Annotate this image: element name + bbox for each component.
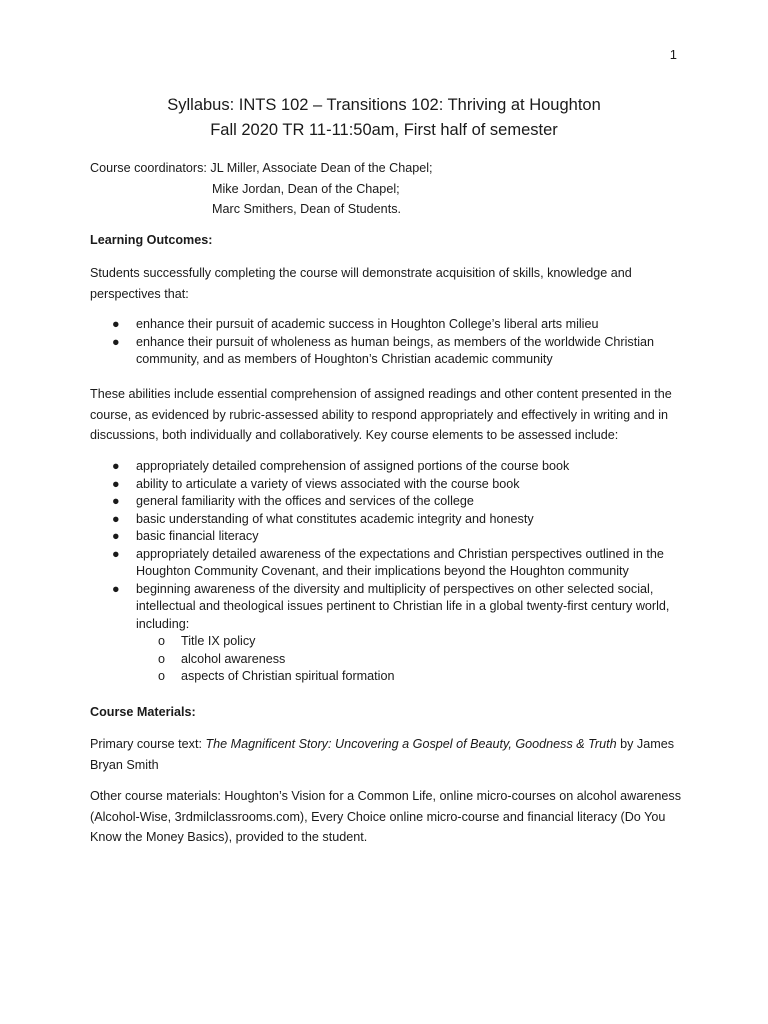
bullet-icon: ● [112,511,120,526]
primary-text-author: by James Bryan Smith [90,737,675,772]
list-item [90,528,690,546]
list-item [90,316,690,334]
abilities-paragraph: These abilities include essential comprehension of assigned readings and other content presented in the course, as evidenced by rubric-assessed ability to respond appropriately and effectively in writing and in discussions, both individually and collaboratively. Key course elements to be assessed include: [90,387,672,442]
outcomes-list [90,316,690,369]
primary-text-title: The Magnificent Story: Uncovering a Gospel of Beauty, Goodness & Truth [205,737,617,751]
list-item [90,511,690,529]
course-elements-list [90,458,690,686]
list-item [90,458,690,476]
sub-list [136,633,690,686]
circle-bullet-icon: o [158,634,166,648]
bullet-icon: ● [112,334,120,349]
list-item-text: enhance their pursuit of academic success in Houghton College’s liberal arts milieu [136,317,599,331]
coordinators-label: Course coordinators: [90,161,211,175]
sub-list-item [136,668,690,686]
learning-outcomes-heading: Learning Outcomes: [90,233,213,247]
coordinator-name: Mike Jordan, Dean of the Chapel; [212,181,400,196]
list-item [90,334,690,369]
primary-text-paragraph [90,734,690,775]
list-item [90,493,690,511]
list-item-text: appropriately detailed awareness of the expectations and Christian perspectives outlined in the Houghton Community Covenant, and their implications beyond the Houghton community [136,546,664,578]
page-number: 1 [669,47,677,62]
list-item [90,546,690,581]
circle-bullet-icon: o [158,669,166,683]
list-item-text: general familiarity with the offices and services of the college [136,494,474,508]
bullet-icon: ● [112,529,120,543]
list-item-text: basic understanding of what constitutes academic integrity and honesty [136,511,534,526]
course-coordinators [90,158,690,220]
sub-list-item [136,633,690,651]
coordinator-name: JL Miller, Associate Dean of the Chapel; [210,161,433,175]
list-item-text: basic financial literacy [136,529,259,543]
list-item [90,581,690,686]
list-item-text: ability to articulate a variety of views associated with the course book [136,476,520,491]
coordinator-name: Marc Smithers, Dean of Students. [212,202,401,216]
bullet-icon: ● [112,581,120,596]
list-item-text: beginning awareness of the diversity and multiplicity of perspectives on other selected social, intellectual and theological issues pertinent to Christian life in a global twenty-first century world, including: [136,581,670,631]
bullet-icon: ● [112,459,120,473]
course-materials-heading: Course Materials: [90,705,196,719]
other-materials-paragraph: Other course materials: Houghton’s Vision for a Common Life, online micro-courses on alcohol awareness (Alcohol-Wise, 3rdmilclassrooms.com), Every Choice online micro-course and financial literacy (Do You Know the Money Basics), provided to the student. [90,789,682,844]
primary-text-label: Primary course text: [90,737,206,751]
list-item-text: appropriately detailed comprehension of assigned portions of the course book [136,459,570,473]
bullet-icon: ● [112,494,120,508]
list-item-text: enhance their pursuit of wholeness as human beings, as members of the worldwide Christian community, and as members of Houghton’s Christian academic community [136,334,655,366]
syllabus-subtitle: Fall 2020 TR 11-11:50am, First half of semester [210,121,558,139]
learning-outcomes-intro: Students successfully completing the course will demonstrate acquisition of skills, knowledge and perspectives that: [90,266,632,301]
syllabus-title: Syllabus: INTS 102 – Transitions 102: Thriving at Houghton [167,96,601,114]
sub-list-item-text: aspects of Christian spiritual formation [181,669,395,683]
sub-list-item [136,651,690,669]
sub-list-item-text: alcohol awareness [181,651,286,666]
list-item [90,476,690,494]
bullet-icon: ● [112,476,120,491]
bullet-icon: ● [112,317,120,331]
sub-list-item-text: Title IX policy [181,634,256,648]
circle-bullet-icon: o [158,651,166,666]
bullet-icon: ● [112,546,120,561]
